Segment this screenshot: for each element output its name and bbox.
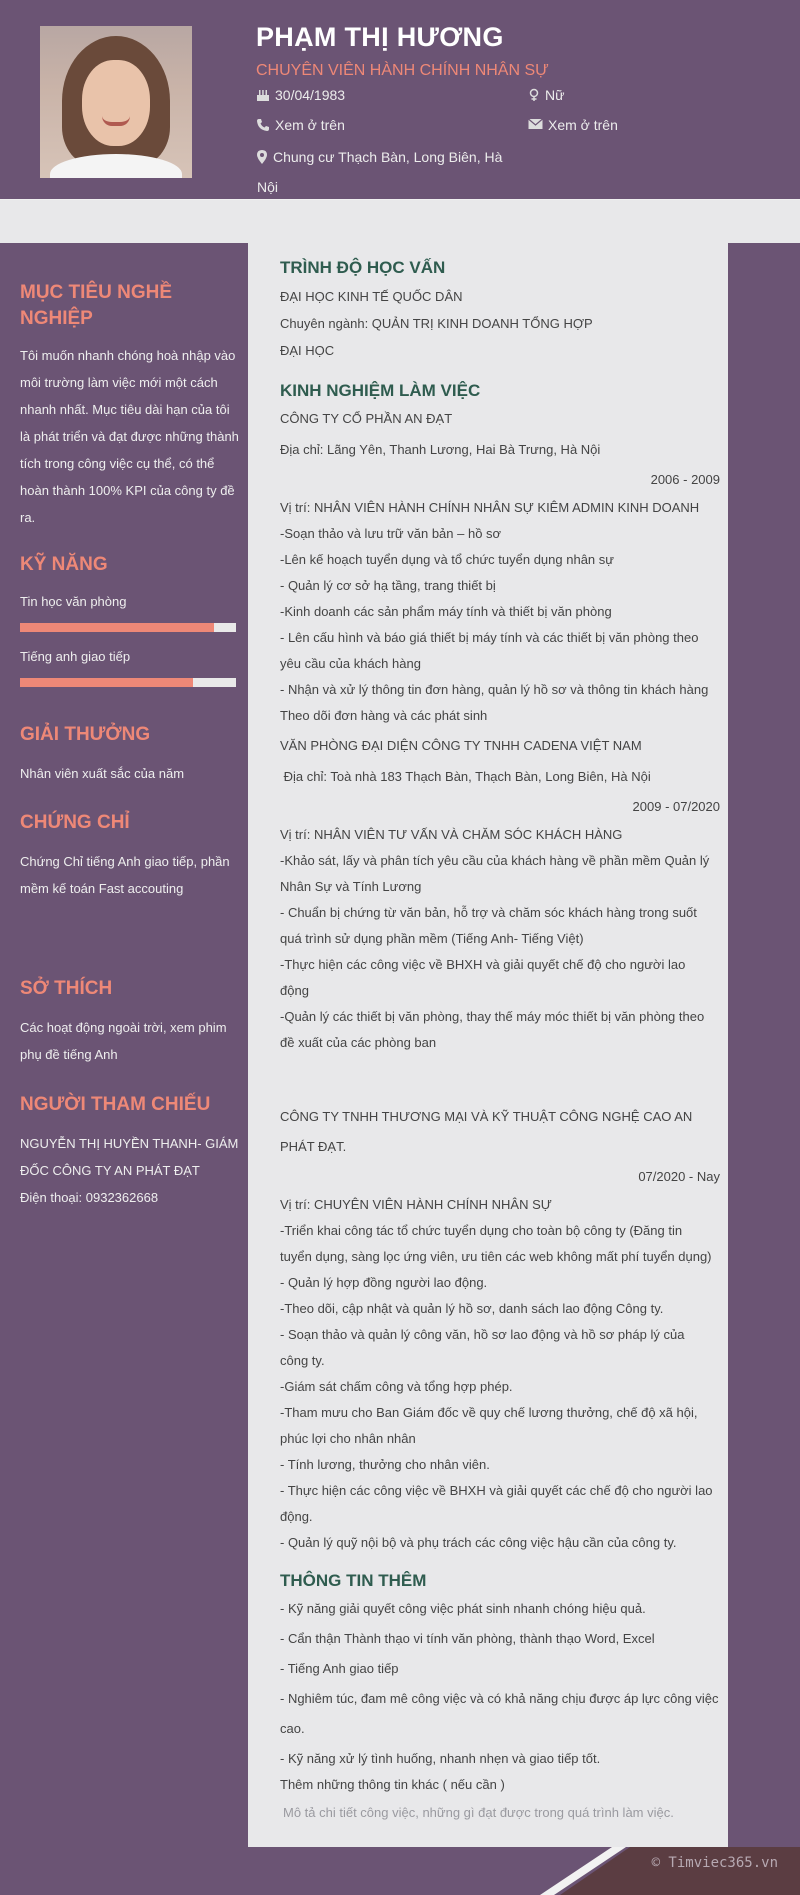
skill-label-1: Tin học văn phòng xyxy=(20,594,127,609)
cake-icon xyxy=(256,88,270,102)
profile-photo xyxy=(40,26,192,178)
additional-list: - Kỹ năng giải quyết công việc phát sinh nhanh chóng hiệu quả. - Cẩn thận Thành thạo vi tính văn phòng, thành thạo Word, Excel - Tiếng Anh giao tiếp - Nghiêm túc, đam mê công việc và có khả năng chịu được áp lực công việc cao. - Kỹ năng xử lý tình huống, nhanh nhẹn và giao tiếp tốt. xyxy=(280,1601,719,1766)
job1-company: CÔNG TY CỔ PHẦN AN ĐẠT xyxy=(280,411,453,426)
description-placeholder: Mô tả chi tiết công việc, những gì đạt được trong quá trình làm việc. xyxy=(283,1805,674,1820)
job3-details: Vị trí: CHUYÊN VIÊN HÀNH CHÍNH NHÂN SỰ -Triển khai công tác tổ chức tuyển dụng cho toàn bộ công ty (Đăng tin tuyển dụng, sàng lọc ứng viên, ưu tiên các web không mất phí tuyển dụng) - Quản lý hợp đồng người lao động. -Theo dõi, cập nhật và quản lý hồ sơ, danh sách lao động Công ty. - Soạn thảo và quản lý công văn, hồ sơ lao động và hồ sơ pháp lý của công ty. -Giám sát chấm công và tổng hợp phép. -Tham mưu cho Ban Giám đốc về quy chế lương thưởng, chế độ xã hội, phúc lợi cho nhân nhân - Tính lương, thưởng cho nhân viên. - Thực hiện các công việc về BHXH và giải quyết các chế độ cho người lao động. - Quản lý quỹ nội bộ và phụ trách các công việc hậu cần của công ty. xyxy=(280,1197,713,1550)
address-line-1: Chung cư Thạch Bàn, Long Biên, Hà xyxy=(273,149,503,165)
job1-details: Vị trí: NHÂN VIÊN HÀNH CHÍNH NHÂN SỰ KIÊM ADMIN KINH DOANH -Soạn thảo và lưu trữ văn bản – hồ sơ -Lên kế hoạch tuyển dụng và tổ chức tuyển dụng nhân sự - Quản lý cơ sở hạ tầng, trang thiết bị -Kinh doanh các sản phẩm máy tính và thiết bị văn phòng - Lên cấu hình và báo giá thiết bị máy tính và các thiết bị văn phòng theo yêu cầu của khách hàng - Nhận và xử lý thông tin đơn hàng, quản lý hồ sơ và thông tin khách hàng Theo dõi đơn hàng và các phát sinh xyxy=(280,500,709,723)
email-text: Xem ở trên xyxy=(548,117,618,133)
objective-text: Tôi muốn nhanh chóng hoà nhập vào môi trường làm việc mới một cách nhanh nhất. Mục tiêu dài hạn của tôi là phát triển và đạt được những thành tích trong công việc cụ thể, có thể hoàn thành 100% KPI của công ty đề ra. xyxy=(20,348,239,525)
birthday-row xyxy=(256,82,345,108)
education-major: Chuyên ngành: QUẢN TRỊ KINH DOANH TỔNG HỢP xyxy=(280,316,593,331)
gender-text: Nữ xyxy=(545,87,565,103)
reference-text: NGUYỄN THỊ HUYỀN THANH- GIÁM ĐỐC CÔNG TY AN PHÁT ĐẠT Điện thoại: 0932362668 xyxy=(20,1136,239,1205)
skill-bar-2 xyxy=(20,678,236,687)
skills-title: KỸ NĂNG xyxy=(20,554,108,575)
phone-icon xyxy=(256,118,270,132)
female-icon xyxy=(528,88,540,102)
candidate-name: PHẠM THỊ HƯƠNG xyxy=(256,22,504,52)
job2-period: 2009 - 07/2020 xyxy=(632,799,720,814)
objective-title: MỤC TIÊU NGHỀ NGHIỆP xyxy=(20,282,172,329)
birthday-text: 30/04/1983 xyxy=(275,87,346,103)
education-title: TRÌNH ĐỘ HỌC VẤN xyxy=(280,258,446,277)
certificates-title: CHỨNG CHỈ xyxy=(20,812,130,833)
footer-brand: © Timviec365.vn xyxy=(651,1855,778,1871)
skill-bar-1 xyxy=(20,623,236,632)
phone-row xyxy=(256,112,345,138)
awards-title: GIẢI THƯỞNG xyxy=(20,724,151,745)
skill-label-2: Tiếng anh giao tiếp xyxy=(20,649,131,664)
candidate-role: CHUYÊN VIÊN HÀNH CHÍNH NHÂN SỰ xyxy=(256,62,549,79)
education-school: ĐẠI HỌC KINH TẾ QUỐC DÂN xyxy=(280,289,463,304)
right-margin-strip xyxy=(728,243,800,1847)
awards-text: Nhân viên xuất sắc của năm xyxy=(20,766,185,781)
experience-title: KINH NGHIỆM LÀM VIỆC xyxy=(280,381,481,400)
footer xyxy=(0,1847,800,1895)
hobbies-text: Các hoạt động ngoài trời, xem phim phụ đề tiếng Anh xyxy=(20,1020,227,1062)
certificates-text: Chứng Chỉ tiếng Anh giao tiếp, phần mềm kế toán Fast accouting xyxy=(20,854,230,896)
education-degree: ĐẠI HỌC xyxy=(280,343,335,358)
email-row xyxy=(528,112,618,138)
address-row xyxy=(256,144,526,200)
hobbies-title: SỞ THÍCH xyxy=(20,978,113,999)
job1-address: Địa chỉ: Lãng Yên, Thanh Lương, Hai Bà Trưng, Hà Nội xyxy=(280,442,601,457)
gender-row xyxy=(528,82,564,108)
phone-text: Xem ở trên xyxy=(275,117,345,133)
additional-more: Thêm những thông tin khác ( nếu cần ) xyxy=(280,1777,505,1792)
map-pin-icon xyxy=(256,150,268,164)
job3-period: 07/2020 - Nay xyxy=(638,1169,720,1184)
job2-details: Vị trí: NHÂN VIÊN TƯ VẤN VÀ CHĂM SÓC KHÁCH HÀNG -Khảo sát, lấy và phân tích yêu cầu của khách hàng về phần mềm Quản lý Nhân Sự và Tính Lương - Chuẩn bị chứng từ văn bản, hỗ trợ và chăm sóc khách hàng trong suốt quá trình sử dụng phần mềm (Tiếng Anh- Tiếng Việt) -Thực hiện các công việc về BHXH và giải quyết chế độ cho người lao động -Quản lý các thiết bị văn phòng, thay thế máy móc thiết bị văn phòng theo đề xuất của các phòng ban xyxy=(280,827,710,1050)
job2-address: Địa chỉ: Toà nhà 183 Thạch Bàn, Thạch Bàn, Long Biên, Hà Nội xyxy=(280,769,651,784)
address-line-2: Nội xyxy=(257,179,279,195)
job2-company: VĂN PHÒNG ĐẠI DIỆN CÔNG TY TNHH CADENA VIỆT NAM xyxy=(280,738,642,753)
job1-period: 2006 - 2009 xyxy=(650,472,720,487)
envelope-icon xyxy=(528,118,543,130)
reference-title: NGƯỜI THAM CHIẾU xyxy=(20,1094,211,1115)
cv-header xyxy=(0,0,800,200)
additional-title: THÔNG TIN THÊM xyxy=(280,1571,427,1590)
job3-company: CÔNG TY TNHH THƯƠNG MẠI VÀ KỸ THUẬT CÔNG NGHỆ CAO AN PHÁT ĐẠT. xyxy=(280,1109,693,1154)
